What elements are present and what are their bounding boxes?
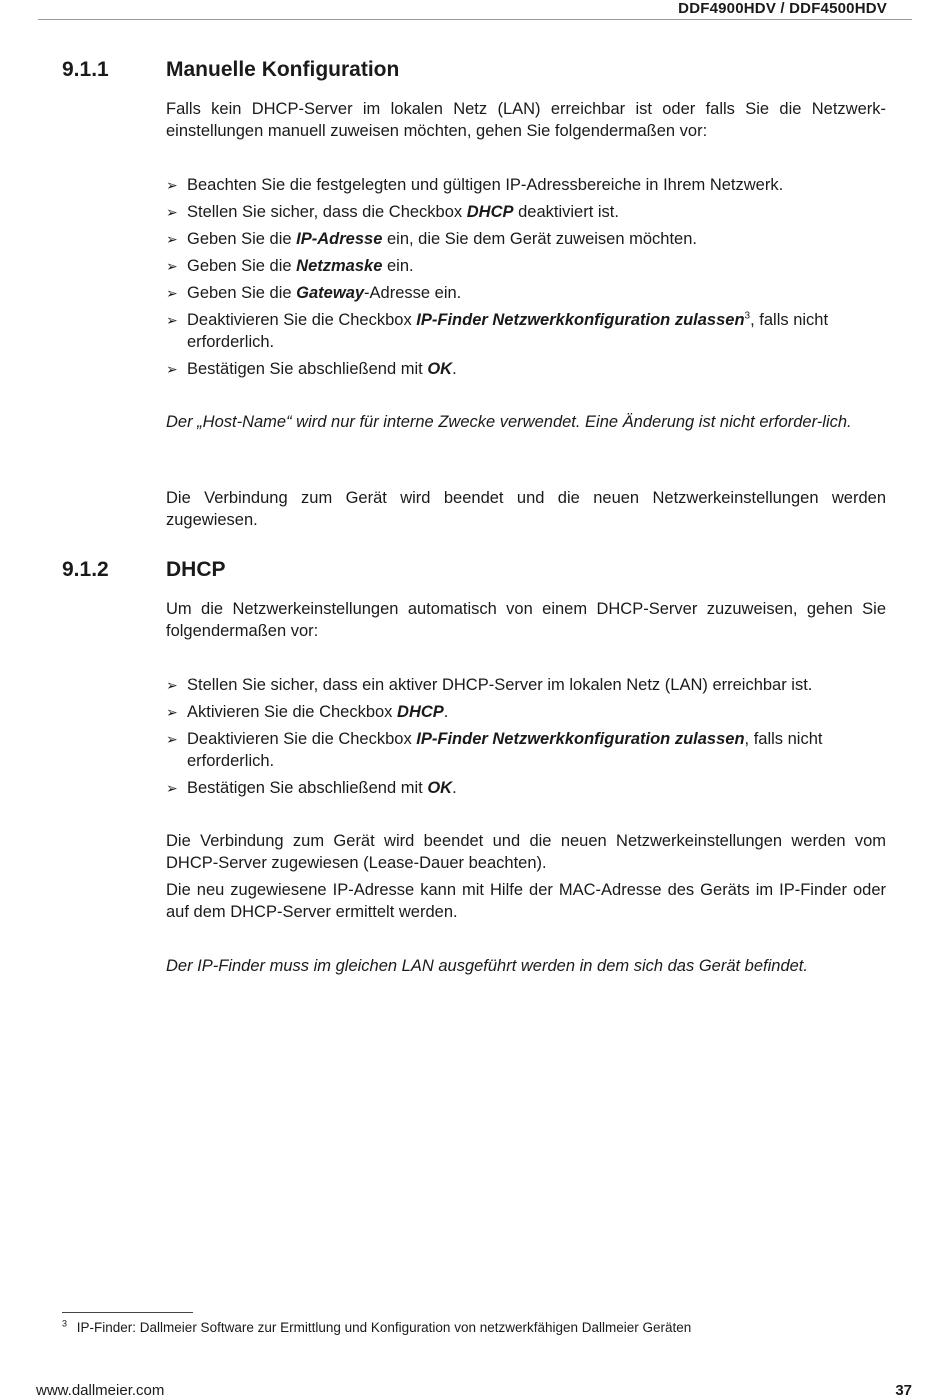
step-item <box>166 201 886 223</box>
footnote-mark: 3 <box>62 1318 68 1329</box>
intro-paragraph: Um die Netzwerkeinstellungen automatisch von einem DHCP-Server zuzuweisen, gehen Sie folgendermaßen vor: <box>166 600 886 640</box>
step-list <box>166 674 886 804</box>
intro-paragraph: Falls kein DHCP-Server im lokalen Netz (LAN) erreichbar ist oder falls Sie die Netzwerk-einstellungen manuell zuweisen möchten, gehen Sie folgendermaßen vor: <box>166 100 886 140</box>
section-number: 9.1.2 <box>62 558 109 581</box>
step-item <box>166 358 886 380</box>
step-list <box>166 174 886 385</box>
step-item <box>166 728 886 772</box>
step-ui-term: Gateway <box>296 284 365 302</box>
step-text: . <box>452 779 457 797</box>
arrowhead-bullet-icon: ➢ <box>166 204 178 220</box>
step-item <box>166 282 886 304</box>
step-text: Deaktivieren Sie die Checkbox <box>187 311 417 329</box>
section-number: 9.1.1 <box>62 58 109 81</box>
page-number: 37 <box>895 1382 912 1399</box>
arrowhead-bullet-icon: ➢ <box>166 361 178 377</box>
step-text: Deaktivieren Sie die Checkbox <box>187 730 417 748</box>
footnote <box>62 1320 691 1335</box>
step-item <box>166 228 886 250</box>
arrowhead-bullet-icon: ➢ <box>166 285 178 301</box>
footnote-text: IP-Finder: Dallmeier Software zur Ermittlung und Konfiguration von netzwerkfähigen Dallmeier Geräten <box>76 1320 692 1335</box>
result-paragraph: Die Verbindung zum Gerät wird beendet und die neuen Netzwerkeinstellungen werden vom DHCP-Server zugewiesen (Lease-Dauer beachten). <box>166 832 886 872</box>
step-text: ein. <box>382 257 414 275</box>
step-text: deaktiviert ist. <box>513 203 619 221</box>
step-text: Geben Sie die <box>187 257 297 275</box>
step-text: Bestätigen Sie abschließend mit <box>187 779 428 797</box>
step-ui-term: IP-Finder Netzwerkkonfiguration zulassen <box>416 311 745 329</box>
step-ui-term: OK <box>427 360 453 378</box>
arrowhead-bullet-icon: ➢ <box>166 258 178 274</box>
step-text: Aktivieren Sie die Checkbox <box>187 703 398 721</box>
step-text: -Adresse ein. <box>364 284 462 302</box>
header-divider <box>38 19 912 20</box>
step-item <box>166 309 886 353</box>
arrowhead-bullet-icon: ➢ <box>166 780 178 796</box>
step-text: Stellen Sie sicher, dass ein aktiver DHCP-Server im lokalen Netz (LAN) erreichbar ist. <box>187 676 813 694</box>
step-text: Stellen Sie sicher, dass die Checkbox <box>187 203 467 221</box>
step-text: Geben Sie die <box>187 284 297 302</box>
arrowhead-bullet-icon: ➢ <box>166 312 178 328</box>
arrowhead-bullet-icon: ➢ <box>166 231 178 247</box>
section-title: Manuelle Konfiguration <box>166 58 400 81</box>
step-ui-term: IP-Finder Netzwerkkonfiguration zulassen <box>416 730 745 748</box>
step-ui-term: DHCP <box>466 203 514 221</box>
step-text: Bestätigen Sie abschließend mit <box>187 360 428 378</box>
step-item <box>166 174 886 196</box>
step-ui-term: IP-Adresse <box>296 230 383 248</box>
footnote-reference[interactable]: 3 <box>744 310 751 322</box>
step-item <box>166 777 886 799</box>
footnote-divider <box>62 1312 193 1313</box>
step-text: ein, die Sie dem Gerät zuweisen möchten. <box>382 230 697 248</box>
step-item <box>166 255 886 277</box>
step-text: . <box>452 360 457 378</box>
step-text: . <box>443 703 449 721</box>
note-paragraph: Der IP-Finder muss im gleichen LAN ausgeführt werden in dem sich das Gerät befindet. <box>166 957 808 975</box>
step-ui-term: Netzmaske <box>296 257 383 275</box>
step-text: , falls nicht erforderlich. <box>187 311 829 351</box>
step-text: Geben Sie die <box>187 230 297 248</box>
step-ui-term: OK <box>427 779 453 797</box>
step-item <box>166 701 886 723</box>
section-title: DHCP <box>166 558 226 581</box>
arrowhead-bullet-icon: ➢ <box>166 677 178 693</box>
step-text: Beachten Sie die festgelegten und gültigen IP-Adressbereiche in Ihrem Netzwerk. <box>187 176 784 194</box>
result-paragraph: Die Verbindung zum Gerät wird beendet und die neuen Netzwerkeinstellungen werden zugewiesen. <box>166 489 886 529</box>
step-item <box>166 674 886 696</box>
result-paragraph: Die neu zugewiesene IP-Adresse kann mit Hilfe der MAC-Adresse des Geräts im IP-Finder oder auf dem DHCP-Server ermittelt werden. <box>166 881 886 921</box>
arrowhead-bullet-icon: ➢ <box>166 731 178 747</box>
arrowhead-bullet-icon: ➢ <box>166 177 178 193</box>
step-ui-term: DHCP <box>397 703 444 721</box>
step-text: , falls nicht erforderlich. <box>187 730 823 770</box>
footer-url[interactable]: www.dallmeier.com <box>36 1382 165 1399</box>
header-model-title: DDF4900HDV / DDF4500HDV <box>678 0 887 17</box>
note-paragraph: Der „Host-Name“ wird nur für interne Zwecke verwendet. Eine Änderung ist nicht erforder-lich. <box>166 413 852 431</box>
arrowhead-bullet-icon: ➢ <box>166 704 178 720</box>
